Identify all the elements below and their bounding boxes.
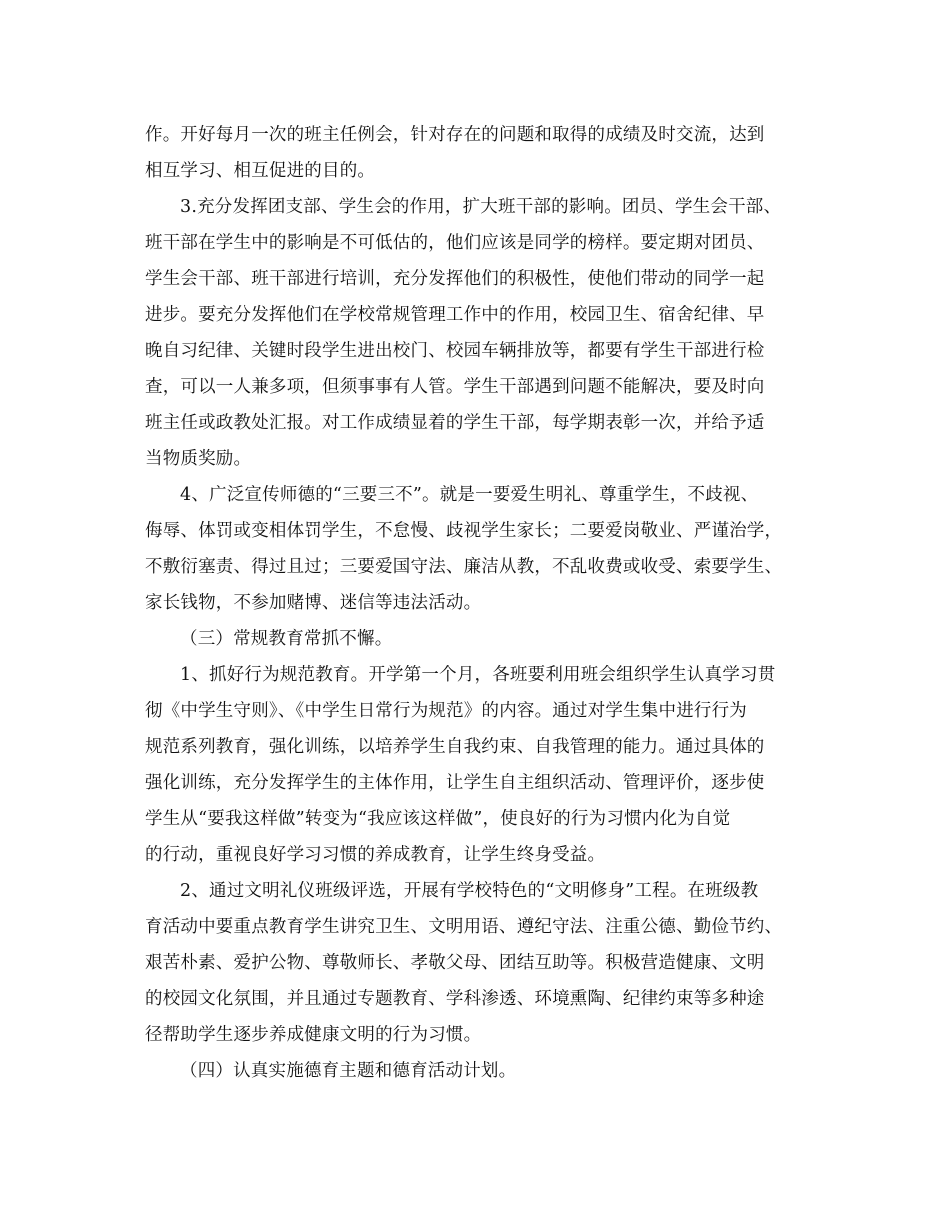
text-line: 作。开好每月一次的班主任例会，针对存在的问题和取得的成绩及时交流，达到 — [145, 125, 765, 145]
paragraph-start-line: 4、广泛宣传师德的“三要三不”。就是一要爱生明礼、尊重学生，不歧视、 — [180, 485, 759, 505]
text-line: 学生从“要我这样做”转变为“我应该这样做”，使良好的行为习惯内化为自觉 — [145, 809, 731, 829]
text-line: 不敷衍塞责、得过且过；三要爱国守法、廉洁从教，不乱收费或收受、索要学生、 — [145, 557, 783, 577]
section-heading: （三）常规教育常抓不懈。 — [180, 629, 393, 649]
text-line: 规范系列教育，强化训练，以培养学生自我约束、自我管理的能力。通过具体的 — [145, 737, 765, 757]
text-line: 径帮助学生逐步养成健康文明的行为习惯。 — [145, 1025, 482, 1045]
paragraph-start-line: 2、通过文明礼仪班级评选，开展有学校特色的“文明修身”工程。在班级教 — [180, 881, 759, 901]
text-line: 班主任或政教处汇报。对工作成绩显着的学生干部，每学期表彰一次，并给予适 — [145, 413, 765, 433]
text-line: 相互学习、相互促进的目的。 — [145, 161, 376, 181]
section-heading: （四）认真实施德育主题和德育活动计划。 — [180, 1061, 517, 1081]
text-line: 艰苦朴素、爱护公物、尊敬师长、孝敬父母、团结互助等。积极营造健康、文明 — [145, 953, 765, 973]
text-line: 学生会干部、班干部进行培训，充分发挥他们的积极性，使他们带动的同学一起 — [145, 269, 765, 289]
text-line: 家长钱物，不参加赌博、迷信等违法活动。 — [145, 593, 482, 613]
text-line: 的校园文化氛围，并且通过专题教育、学科渗透、环境熏陶、纪律约束等多种途 — [145, 989, 765, 1009]
text-line: 育活动中要重点教育学生讲究卫生、文明用语、遵纪守法、注重公德、勤俭节约、 — [145, 917, 783, 937]
text-line: 强化训练，充分发挥学生的主体作用，让学生自主组织活动、管理评价，逐步使 — [145, 773, 765, 793]
text-line: 侮辱、体罚或变相体罚学生，不怠慢、歧视学生家长；二要爱岗敬业、严谨治学， — [145, 521, 783, 541]
text-line: 的行动，重视良好学习习惯的养成教育，让学生终身受益。 — [145, 845, 606, 865]
text-line: 班干部在学生中的影响是不可低估的，他们应该是同学的榜样。要定期对团员、 — [145, 233, 765, 253]
paragraph-start-line: 1、抓好行为规范教育。开学第一个月，各班要利用班会组织学生认真学习贯 — [180, 665, 776, 685]
text-line: 进步。要充分发挥他们在学校常规管理工作中的作用，校园卫生、宿舍纪律、早 — [145, 305, 765, 325]
text-line: 彻《中学生守则》、《中学生日常行为规范》的内容。通过对学生集中进行行为 — [145, 701, 747, 721]
paragraph-start-line: 3.充分发挥团支部、学生会的作用，扩大班干部的影响。团员、学生会干部、 — [180, 197, 782, 217]
text-line: 当物质奖励。 — [145, 449, 252, 469]
document-body — [145, 117, 810, 1089]
text-line: 查，可以一人兼多项，但须事事有人管。学生干部遇到问题不能解决，要及时向 — [145, 377, 765, 397]
text-line: 晚自习纪律、关键时段学生进出校门、校园车辆排放等，都要有学生干部进行检 — [145, 341, 765, 361]
